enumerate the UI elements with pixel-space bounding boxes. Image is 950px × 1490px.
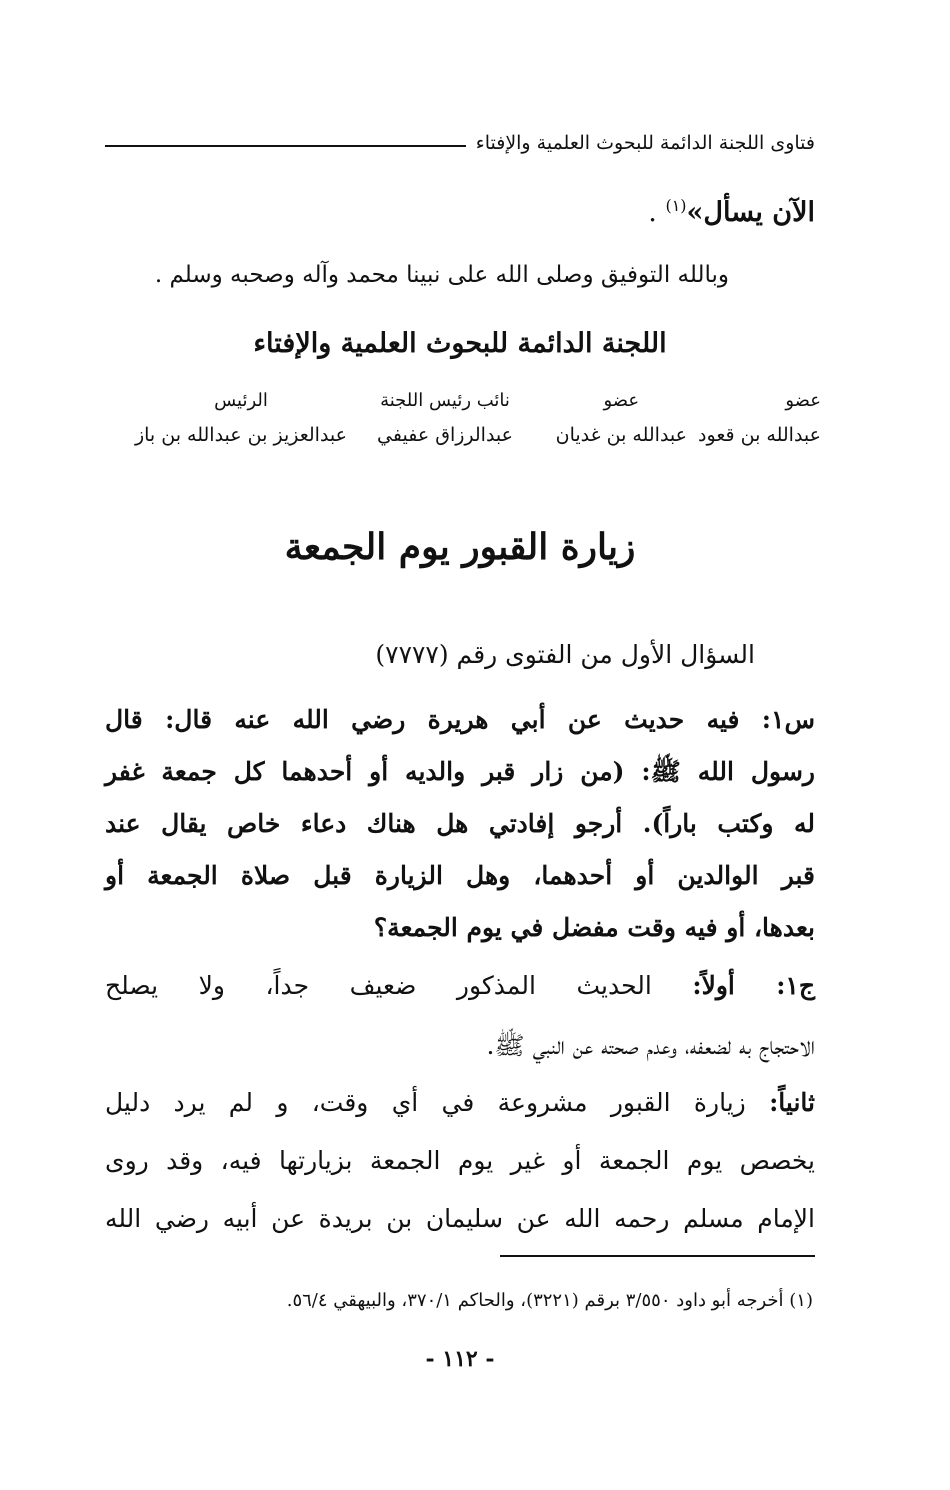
question-text: [105, 694, 815, 954]
previous-ending-bold: الآن يسأل»: [686, 197, 815, 228]
answer-second: [105, 1074, 815, 1248]
committee-member: [698, 384, 821, 452]
answer-lead: ج١: أولاً:: [692, 971, 815, 1000]
committee-members: [105, 384, 821, 464]
answer-lead: ثانياً:: [769, 1088, 815, 1117]
closing-line: وبالله التوفيق وصلى الله على نبينا محمد وآله وصحبه وسلم .: [154, 262, 729, 288]
page-number: - ١١٢ -: [425, 1346, 495, 1372]
committee-title: اللجنة الدائمة للبحوث العلمية والإفتاء: [253, 328, 667, 359]
question-line: رسول الله ﷺ: (من زار قبر والديه أو أحدهما كل جمعة غفر: [105, 757, 815, 786]
answer-line-text: زيارة القبور مشروعة في أي وقت، و لم يرد دليل: [105, 1088, 770, 1117]
previous-ending-tail: .: [648, 197, 666, 228]
book-page: [105, 0, 821, 1490]
question-heading: السؤال الأول من الفتوى رقم (٧٧٧٧): [375, 640, 755, 669]
question-line: س١: فيه حديث عن أبي هريرة رضي الله عنه قال: قال: [105, 705, 815, 734]
member-name: عبدالعزيز بن عبدالله بن باز: [134, 424, 347, 446]
member-role: نائب رئيس اللجنة: [380, 390, 510, 411]
running-header-rule: [105, 145, 466, 147]
committee-member: [377, 384, 513, 452]
question-line: بعدها، أو فيه وقت مفضل في يوم الجمعة؟: [373, 913, 815, 942]
committee-member: [135, 384, 347, 452]
answer-line: يخصص يوم الجمعة أو غير يوم الجمعة بزيارتها فيه، وقد روى: [105, 1146, 815, 1175]
answer-first: [105, 956, 815, 1076]
answer-line: الاحتجاج به لضعفه، وعدم صحته عن النبي ﷺ.: [486, 1031, 815, 1060]
member-role: عضو: [785, 390, 821, 411]
footnote-marker: (١): [665, 196, 687, 215]
footnote-separator: [500, 1255, 815, 1257]
running-header: [105, 126, 815, 160]
answer-line-text: الحديث المذكور ضعيف جداً، ولا يصلح: [105, 971, 693, 1000]
member-role: الرئيس: [214, 390, 268, 411]
member-role: عضو: [603, 390, 640, 411]
previous-section-ending: [105, 196, 815, 229]
section-title: زيارة القبور يوم الجمعة: [284, 526, 636, 568]
member-name: عبدالرزاق عفيفي: [377, 424, 513, 446]
answer-line: [105, 956, 815, 1016]
question-line: قبر الوالدين أو أحدهما، وهل الزيارة قبل صلاة الجمعة أو: [105, 861, 815, 890]
member-name: عبدالله بن غديان: [555, 424, 687, 446]
question-line: له وكتب باراً). أرجو إفادتي هل هناك دعاء خاص يقال عند: [105, 809, 815, 838]
answer-line: الإمام مسلم رحمه الله عن سليمان بن بريدة عن أبيه رضي الله: [105, 1204, 815, 1233]
answer-line: [105, 1074, 815, 1132]
running-header-title: فتاوى اللجنة الدائمة للبحوث العلمية والإفتاء: [475, 132, 815, 154]
member-name: عبدالله بن قعود: [698, 424, 821, 446]
committee-member: [556, 384, 687, 452]
footnote: (١) أخرجه أبو داود ٣/٥٥٠ برقم (٣٢٢١)، والحاكم ٣٧٠/١، والبيهقي ٥٦/٤.: [286, 1290, 813, 1311]
